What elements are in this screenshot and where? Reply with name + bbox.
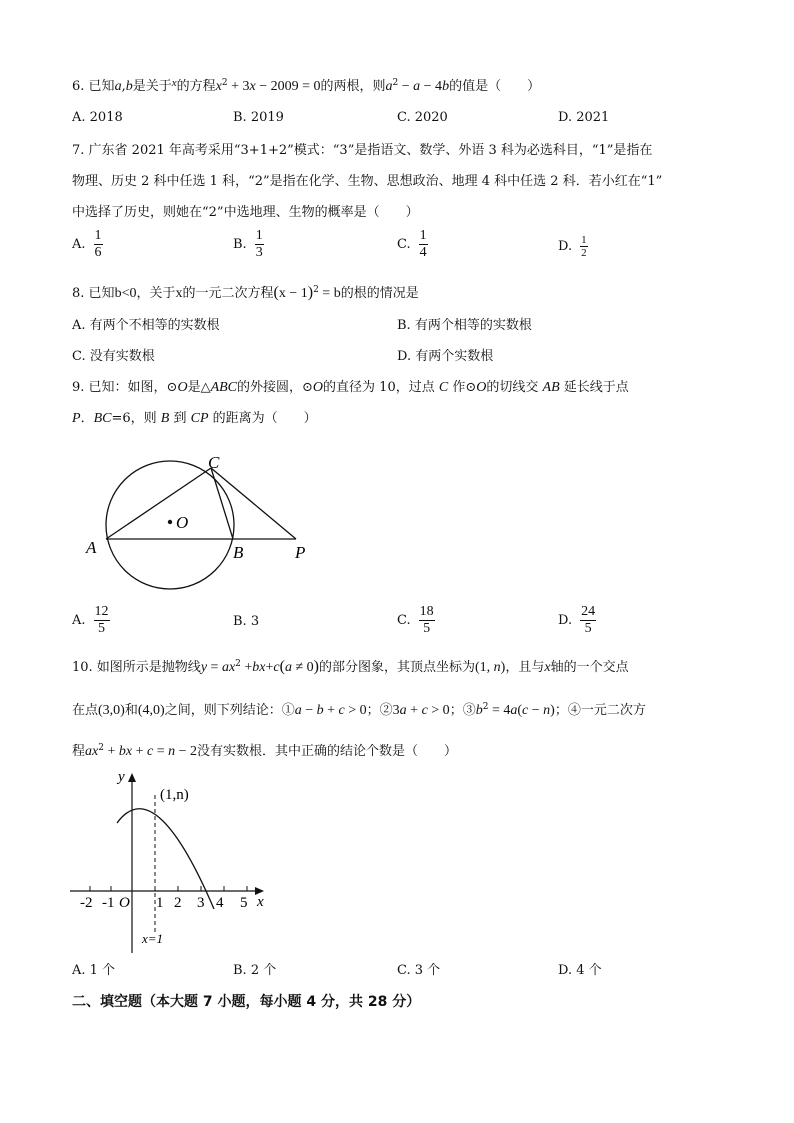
q6-stem: 6. 已知a,b是关于$^x$的方程$x^2 + 3x - 2009 = 0$的两根，则$a^2 - a - 4b$的值是（ ） [72,77,541,94]
q7-option-a: A. $\frac{1}{6}$ [72,228,102,260]
q6-option-a: A. 2018 [72,110,123,125]
tick-label: 5 [240,895,248,911]
q7-option-d: D. $\frac{1}{2}$ [558,234,587,259]
q9-stem-line-1: 9. 已知：如图，⊙O是△ABC的外接圆，⊙O的直径为 10，过点 C 作⊙O的切线交 AB 延长线于点 [72,380,629,395]
q7-stem-line-1: 7. 广东省 2021 年高考采用“3+1+2”模式：“3”是指语文、数学、外语 3 科为必选科目，“1”是指在 [72,143,653,158]
q8-stem: 8. 已知b<0，关于x的一元二次方程$(x - 1)^2 = b$的根的情况是 [72,284,419,301]
q7-stem-line-2: 物理、历史 2 科中任选 1 科，“2”是指在化学、生物、思想政治、地理 4 科中任选 2 科．若小红在“1” [72,174,663,189]
q9-option-b: B. 3 [233,614,260,629]
q8-option-a: A. 有两个不相等的实数根 [72,318,220,333]
q10-option-a: A. 1 个 [72,963,116,978]
q9-option-c: C. $\frac{18}{5}$ [397,604,434,636]
q10-option-b: B. 2 个 [233,963,277,978]
label-p: P [295,543,306,562]
q9-stem-line-2: P．BC=6，则 B 到 CP 的距离为（ ） [72,411,317,426]
label-o: O [176,513,189,532]
q10-stem-line-1: 10. 如图所示是抛物线$y = ax^2 +bx+c(a \ne 0)$的部分图象，其顶点坐标为(1, n)，且与x轴的一个交点 [72,658,629,675]
label-a: A [86,538,97,557]
q6-option-b: B. 2019 [233,110,284,125]
tick-label: 3 [197,895,205,911]
center-point [168,520,172,524]
tick-label: -2 [80,895,93,911]
q8-option-b: B. 有两个相等的实数根 [397,318,532,333]
q10-parabola-graph [60,765,280,960]
x-axis-label: x [257,894,264,910]
q7-option-b: B. $\frac{1}{3}$ [233,228,263,260]
tangent-cp [211,468,296,539]
symmetry-axis-label: x=1 [142,931,164,946]
q8-option-c: C. 没有实数根 [72,349,155,364]
q10-stem-line-3: 程$ax^2$ + bx + c = n − 2没有实数根．其中正确的结论个数是（ ） [72,743,458,759]
origin-label: O [119,895,130,911]
y-axis-arrow [128,773,136,782]
tick-label: 4 [216,895,224,911]
tick-label: -1 [102,895,115,911]
label-c: C [208,453,220,472]
label-b: B [233,543,244,562]
tick-label: 1 [156,895,164,911]
q6-option-c: C. 2020 [397,110,448,125]
q10-option-c: C. 3 个 [397,963,441,978]
y-axis-label: y [118,769,125,785]
q6-option-d: D. 2021 [558,110,610,125]
vertex-label: (1,n) [160,787,189,803]
q9-option-a: A. $\frac{12}{5}$ [72,604,109,636]
segment-ac [106,468,211,539]
q7-stem-line-3: 中选择了历史，则她在“2”中选地理、生物的概率是（ ） [72,205,419,220]
q7-option-c: C. $\frac{1}{4}$ [397,228,427,260]
q9-option-d: D. $\frac{24}{5}$ [558,604,596,636]
q10-stem-line-2: 在点(3,0)和(4,0)之间，则下列结论：①a − b + c > 0；②3a + c > 0；$③b^2 = 4a(c - n)$；④一元二次方 [72,702,646,718]
q8-option-d: D. 有两个实数根 [397,349,494,364]
section-2-heading: 二、填空题（本大题 7 小题，每小题 4 分，共 28 分） [72,994,421,1010]
q10-option-d: D. 4 个 [558,963,602,978]
q9-circle-figure [80,445,320,595]
tick-label: 2 [174,895,182,911]
x-axis-ticks [90,886,247,891]
